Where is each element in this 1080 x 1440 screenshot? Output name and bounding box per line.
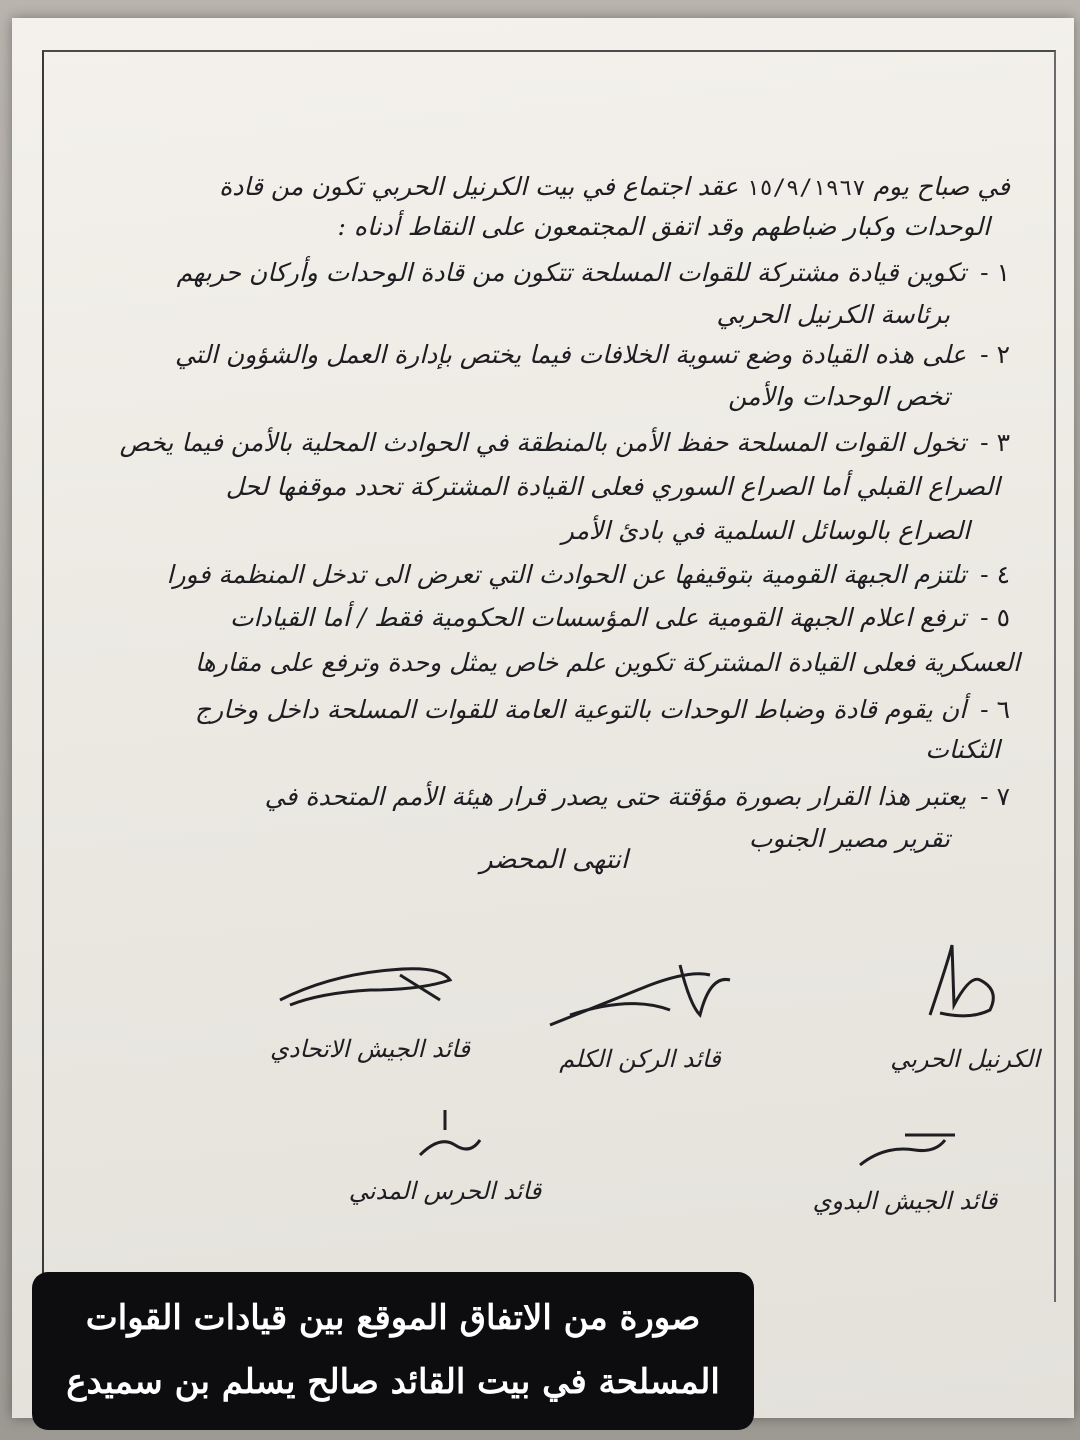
signature-block-federal-army xyxy=(240,955,500,1063)
end-note: انتهى المحضر xyxy=(480,845,629,875)
meeting-date: ١٥/٩/١٩٦٧ xyxy=(746,176,866,201)
signature-block-chief-staff xyxy=(520,955,760,1073)
point-1-number: ١ - xyxy=(980,258,1010,287)
intro-text-rest: عقد اجتماع في بيت الكرنيل الحربي تكون من قادة xyxy=(219,172,739,201)
point-1-line-1: تكوين قيادة مشتركة للقوات المسلحة تتكون من قادة الوحدات وأركان حربهم xyxy=(176,258,967,287)
point-7-line-2: تقرير مصير الجنوب xyxy=(748,824,950,853)
signature-scribble-civil-guard xyxy=(400,1105,490,1165)
point-2-line-2: تخص الوحدات والأمن xyxy=(728,382,950,411)
point-5-line-2: العسكرية فعلى القيادة المشتركة تكوين علم خاص يمثل وحدة وترفع على مقارها xyxy=(194,648,1020,677)
point-3-line-2: الصراع القبلي أما الصراع السوري فعلى القيادة المشتركة تحدد موقفها لحل xyxy=(225,472,1000,501)
point-2-line-1: على هذه القيادة وضع تسوية الخلافات فيما يختص بإدارة العمل والشؤون التي xyxy=(174,340,967,369)
signature-scribble-chief-staff xyxy=(540,955,740,1035)
signature-title-bedouin-army: قائد الجيش البدوي xyxy=(812,1187,998,1215)
caption-box xyxy=(32,1272,754,1430)
point-7-number: ٧ - xyxy=(980,782,1010,811)
signature-block-colonel xyxy=(880,935,1050,1073)
point-4 xyxy=(167,560,1010,589)
intro-text-start: في صباح يوم xyxy=(873,172,1010,201)
caption-line-2: المسلحة في بيت القائد صالح يسلم بن سميدع xyxy=(66,1362,720,1402)
point-5 xyxy=(230,603,1010,632)
signature-title-federal-army: قائد الجيش الاتحادي xyxy=(270,1035,470,1063)
signature-scribble-colonel xyxy=(910,935,1020,1025)
point-1-line-2: برئاسة الكرنيل الحربي xyxy=(716,300,950,329)
signature-scribble-bedouin-army xyxy=(845,1125,965,1175)
point-7 xyxy=(265,782,1010,811)
point-6-number: ٦ - xyxy=(980,695,1010,724)
point-4-line-1: تلتزم الجبهة القومية بتوقيفها عن الحوادث التي تعرض الى تدخل المنظمة فورا xyxy=(166,560,967,589)
point-2-number: ٢ - xyxy=(980,340,1010,369)
point-4-number: ٤ - xyxy=(980,560,1010,589)
point-1 xyxy=(177,258,1010,287)
point-3-line-1: تخول القوات المسلحة حفظ الأمن بالمنطقة في الحوادث المحلية بالأمن فيما يخص xyxy=(119,428,967,457)
point-7-line-1: يعتبر هذا القرار بصورة مؤقتة حتى يصدر قرار هيئة الأمم المتحدة في xyxy=(264,782,967,811)
signature-block-civil-guard xyxy=(320,1105,570,1205)
point-2 xyxy=(175,340,1010,369)
intro-line-2: الوحدات وكبار ضباطهم وقد اتفق المجتمعون على النقاط أدناه : xyxy=(337,212,990,241)
point-6-line-1: أن يقوم قادة وضباط الوحدات بالتوعية العامة للقوات المسلحة داخل وخارج xyxy=(195,695,967,724)
point-6-line-2: الثكنات xyxy=(925,735,1000,764)
point-5-number: ٥ - xyxy=(980,603,1010,632)
signature-title-civil-guard: قائد الحرس المدني xyxy=(348,1177,542,1205)
signature-block-bedouin-army xyxy=(760,1125,1050,1215)
point-3-line-3: الصراع بالوسائل السلمية في بادئ الأمر xyxy=(561,516,970,545)
signature-title-colonel: الكرنيل الحربي xyxy=(890,1045,1040,1073)
point-6 xyxy=(195,695,1010,724)
point-3-number: ٣ - xyxy=(980,428,1010,457)
caption-line-1: صورة من الاتفاق الموقع بين قيادات القوات xyxy=(85,1298,701,1338)
point-5-line-1: ترفع اعلام الجبهة القومية على المؤسسات الحكومية فقط / أما القيادات xyxy=(229,603,967,632)
signature-title-chief-staff: قائد الركن الكلم xyxy=(559,1045,721,1073)
point-3 xyxy=(120,428,1010,457)
signature-scribble-federal-army xyxy=(270,955,470,1015)
intro-line-1 xyxy=(219,172,1010,201)
